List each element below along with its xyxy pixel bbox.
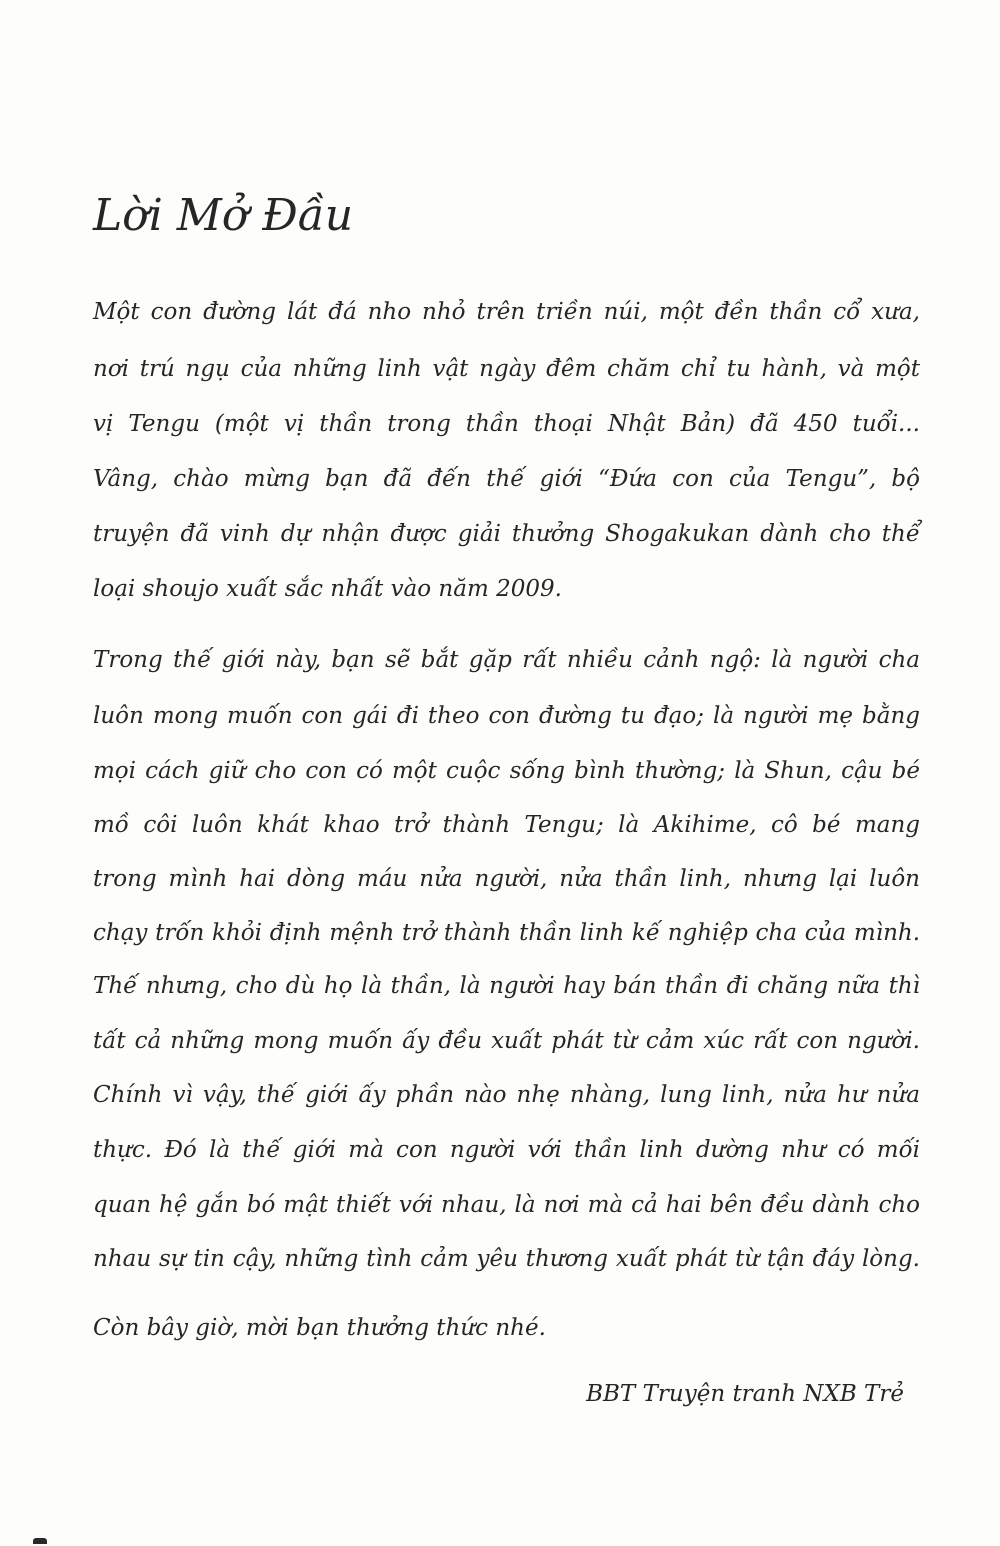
signature: BBT Truyện tranh NXB Trẻ [586,1381,904,1407]
text-line: tất cả những mong muốn ấy đều xuất phát từ cảm xúc rất con người. [93,1028,920,1054]
text-line: loại shoujo xuất sắc nhất vào năm 2009. [93,576,562,602]
text-line: quan hệ gắn bó mật thiết với nhau, là nơi mà cả hai bên đều dành cho [93,1192,920,1218]
text-line: mọi cách giữ cho con có một cuộc sống bình thường; là Shun, cậu bé [93,758,920,784]
text-line: Thế nhưng, cho dù họ là thần, là người hay bán thần đi chăng nữa thì [93,973,920,999]
text-line: Chính vì vậy, thế giới ấy phần nào nhẹ nhàng, lung linh, nửa hư nửa [93,1082,920,1108]
text-line: Một con đường lát đá nho nhỏ trên triền núi, một đền thần cổ xưa, [93,299,920,325]
text-line: luôn mong muốn con gái đi theo con đường tu đạo; là người mẹ bằng [93,703,920,729]
text-line: nơi trú ngụ của những linh vật ngày đêm chăm chỉ tu hành, và một [93,356,920,382]
page-edge-mark [33,1538,47,1544]
text-line: Vâng, chào mừng bạn đã đến thế giới “Đứa con của Tengu”, bộ [93,466,920,492]
text-line: thực. Đó là thế giới mà con người với thần linh dường như có mối [93,1137,920,1163]
text-line: trong mình hai dòng máu nửa người, nửa thần linh, nhưng lại luôn [93,866,920,892]
text-line: nhau sự tin cậy, những tình cảm yêu thương xuất phát từ tận đáy lòng. [93,1246,920,1272]
text-line: Còn bây giờ, mời bạn thưởng thức nhé. [93,1315,546,1341]
text-line: chạy trốn khỏi định mệnh trở thành thần linh kế nghiệp cha của mình. [93,920,920,946]
text-line: Trong thế giới này, bạn sẽ bắt gặp rất nhiều cảnh ngộ: là người cha [93,647,920,673]
page-title: Lời Mở Đầu [93,190,354,241]
text-line: truyện đã vinh dự nhận được giải thưởng Shogakukan dành cho thể [93,521,920,547]
text-line: mồ côi luôn khát khao trở thành Tengu; là Akihime, cô bé mang [93,812,920,838]
text-line: vị Tengu (một vị thần trong thần thoại Nhật Bản) đã 450 tuổi... [93,411,920,437]
